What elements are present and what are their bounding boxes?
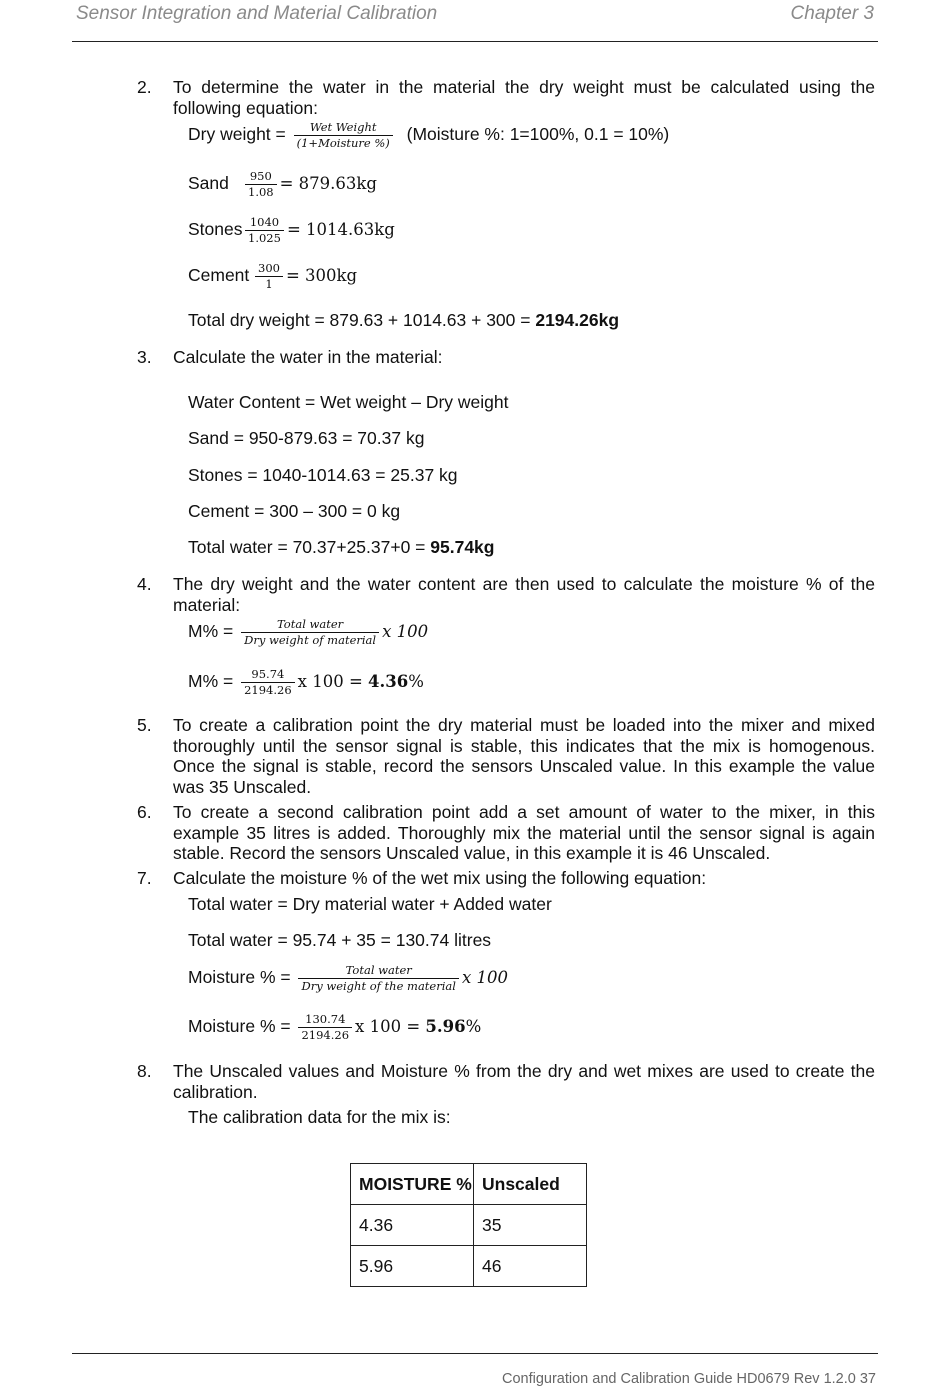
total-water-formula: Total water = Dry material water + Added water [188, 894, 552, 914]
sand-water: Sand = 950-879.63 = 70.37 kg [188, 428, 425, 448]
header-divider [72, 41, 878, 42]
fraction-numerator: Total water [298, 963, 458, 979]
cement-dry-weight [188, 261, 357, 292]
result: = 879.63kg [279, 174, 377, 194]
fraction-numerator: 1040 [245, 215, 284, 231]
wet-moisture-calculation [188, 1012, 481, 1043]
total-text: Total water = 70.37+25.37+0 = [188, 537, 431, 557]
stones-dry-weight [188, 215, 395, 246]
stones-water: Stones = 1040-1014.63 = 25.37 kg [188, 465, 458, 485]
fraction-numerator: 130.74 [298, 1012, 352, 1028]
step-text: The Unscaled values and Moisture % from the dry and wet mixes are used to create the calibration. [173, 1061, 875, 1102]
fraction [298, 1012, 352, 1043]
fraction [255, 261, 283, 292]
fraction-denominator: (1+Moisture %) [296, 136, 390, 150]
calibration-table [350, 1163, 587, 1287]
result: = 1014.63kg [286, 220, 395, 240]
column-header: Unscaled [474, 1164, 587, 1205]
fraction-numerator: Total water [241, 617, 379, 633]
material-label: Stones [188, 219, 243, 240]
total-water-calc: Total water = 95.74 + 35 = 130.74 litres [188, 930, 492, 950]
total-value: 95.74kg [430, 537, 495, 557]
page-footer: Configuration and Calibration Guide HD0679 Rev 1.2.0 37 [501, 1371, 876, 1387]
percent-sign: % [465, 1017, 482, 1037]
percent-sign: % [408, 672, 424, 692]
dry-weight-equation [188, 120, 669, 151]
cement-water: Cement = 300 – 300 = 0 kg [188, 501, 401, 521]
fraction-numerator: 950 [245, 169, 277, 185]
fraction [294, 120, 393, 151]
equation-label: Moisture % = [188, 1016, 291, 1037]
step-number: 6. [137, 802, 152, 822]
equation-tail: x 100 = [297, 672, 369, 692]
equation-tail: x 100 [382, 622, 429, 642]
step-text: To determine the water in the material the dry weight must be calculated using the following equation: [173, 77, 875, 118]
step-number: 7. [137, 868, 152, 888]
equation-label: M% = [188, 621, 234, 642]
table-row [351, 1205, 587, 1246]
fraction [241, 617, 379, 648]
sand-dry-weight [188, 169, 377, 200]
table-cell: 5.96 [351, 1246, 474, 1287]
step-text: Calculate the water in the material: [173, 347, 443, 367]
column-header: MOISTURE % [351, 1164, 474, 1205]
total-text: Total dry weight = 879.63 + 1014.63 + 300 = [188, 310, 536, 330]
step-number: 2. [137, 77, 152, 97]
fraction-numerator: Wet Weight [294, 120, 393, 136]
water-content-formula: Water Content = Wet weight – Dry weight [188, 392, 509, 412]
result-value: 4.36 [368, 672, 409, 692]
material-label: Cement [188, 265, 250, 286]
step-number: 4. [137, 574, 152, 594]
equation-tail: x 100 [461, 968, 508, 988]
wet-moisture-formula [188, 963, 508, 994]
fraction-numerator: 300 [255, 261, 283, 277]
equation-label: Dry weight = [188, 124, 286, 145]
step-number: 3. [137, 347, 152, 367]
fraction-denominator: 1 [265, 277, 273, 291]
calibration-intro: The calibration data for the mix is: [188, 1107, 451, 1127]
table-header-row [351, 1164, 587, 1205]
fraction-denominator: 2194.26 [244, 683, 292, 697]
step-text: Calculate the moisture % of the wet mix using the following equation: [173, 868, 707, 888]
fraction-numerator: 95.74 [241, 667, 295, 683]
equation-note: (Moisture %: 1=100%, 0.1 = 10%) [406, 124, 670, 145]
equation-tail: x 100 = [355, 1017, 426, 1037]
fraction-denominator: 2194.26 [301, 1028, 350, 1042]
step-number: 5. [137, 715, 152, 735]
step-text: The dry weight and the water content are then used to calculate the moisture % of the material: [173, 574, 875, 615]
total-value: 2194.26kg [535, 310, 620, 330]
fraction [245, 169, 277, 200]
moisture-formula [188, 617, 428, 648]
fraction [241, 667, 295, 698]
table-cell: 35 [474, 1205, 587, 1246]
total-water [188, 537, 494, 558]
footer-divider [72, 1353, 878, 1354]
fraction-denominator: Dry weight of the material [301, 979, 456, 993]
fraction-denominator: 1.08 [248, 185, 274, 199]
header-title: Sensor Integration and Material Calibration [76, 3, 438, 24]
fraction [298, 963, 458, 994]
total-dry-weight [188, 310, 619, 331]
material-label: Sand [188, 173, 229, 194]
page-header [76, 0, 878, 40]
table-cell: 4.36 [351, 1205, 474, 1246]
fraction-denominator: Dry weight of material [244, 633, 377, 647]
result-value: 5.96 [425, 1017, 466, 1037]
header-chapter: Chapter 3 [790, 3, 874, 24]
step-text: To create a second calibration point add a set amount of water to the mixer, in this example 35 litres is added. Thoroughly mix the material until the sensor signal is again stable. Record the sensors Unscaled value, in this example it is 46 Unscaled. [173, 802, 875, 863]
step-number: 8. [137, 1061, 152, 1081]
fraction-denominator: 1.025 [248, 231, 281, 245]
fraction [245, 215, 284, 246]
moisture-calculation [188, 667, 424, 698]
result: = 300kg [285, 266, 358, 286]
equation-label: Moisture % = [188, 967, 291, 988]
table-cell: 46 [474, 1246, 587, 1287]
table-row [351, 1246, 587, 1287]
equation-label: M% = [188, 671, 234, 692]
step-text: To create a calibration point the dry material must be loaded into the mixer and mixed thoroughly until the sensor signal is stable, this indicates that the mix is homogenous. Once the signal is stable, record the sensors Unscaled value. In this example the value was 35 Unscaled. [173, 715, 875, 797]
